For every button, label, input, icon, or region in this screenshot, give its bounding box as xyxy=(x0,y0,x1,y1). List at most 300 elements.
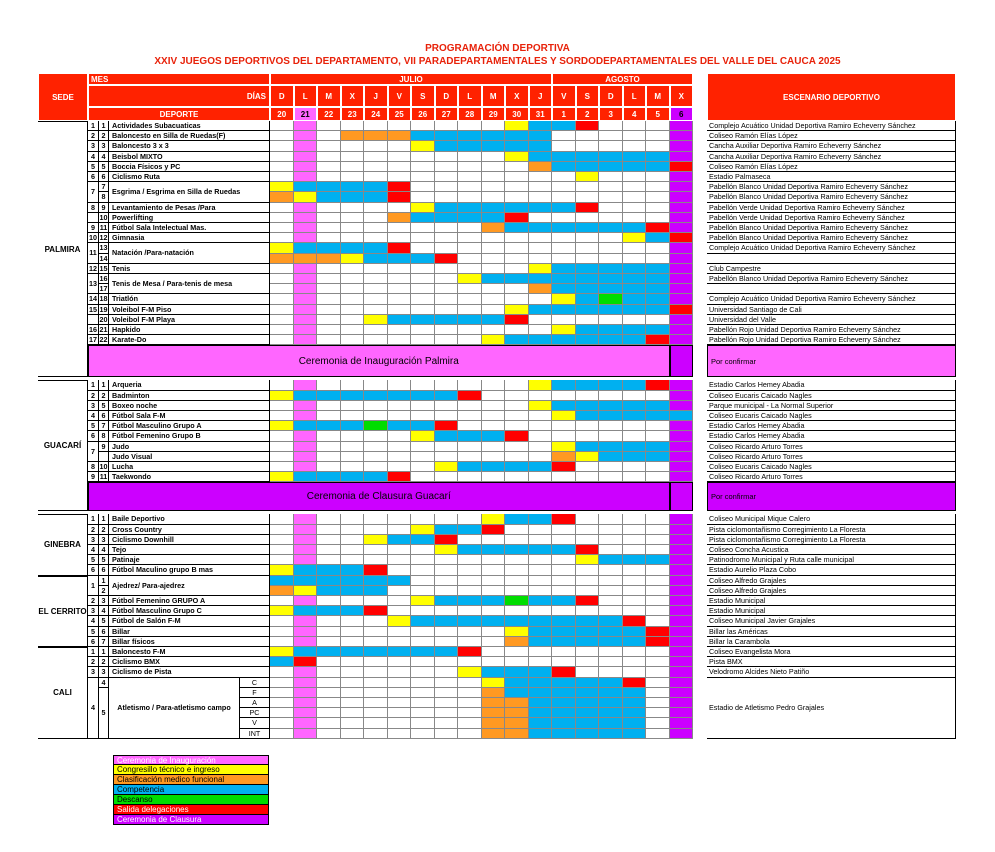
day-cell xyxy=(458,233,482,243)
day-cell xyxy=(364,452,388,462)
day-cell xyxy=(317,380,341,390)
day-cell xyxy=(670,315,694,325)
day-cell xyxy=(388,627,412,637)
day-cell xyxy=(458,391,482,401)
day-cell xyxy=(317,141,341,151)
day-cell xyxy=(411,657,435,667)
day-cell xyxy=(388,698,412,708)
day-cell xyxy=(317,401,341,411)
legend-item: Clasificación medico funcional xyxy=(113,775,269,785)
day-cell xyxy=(670,192,694,202)
day-cell xyxy=(623,718,647,728)
day-cell xyxy=(670,678,694,688)
day-cell xyxy=(411,637,435,647)
day-number: 26 xyxy=(411,107,435,121)
day-cell xyxy=(623,627,647,637)
day-cell xyxy=(670,667,694,677)
day-cell xyxy=(482,401,506,411)
day-cell xyxy=(294,565,318,575)
day-cell xyxy=(552,545,576,555)
day-cell xyxy=(388,243,412,253)
day-cell xyxy=(505,411,529,421)
day-cell xyxy=(388,315,412,325)
day-cell xyxy=(646,627,670,637)
day-cell xyxy=(458,627,482,637)
day-cell xyxy=(411,305,435,315)
day-cell xyxy=(576,233,600,243)
day-cell xyxy=(270,121,294,131)
day-cell xyxy=(552,708,576,718)
day-cell xyxy=(529,380,553,390)
day-cell xyxy=(646,698,670,708)
day-cell xyxy=(458,284,482,294)
day-cell xyxy=(364,411,388,421)
day-cell xyxy=(482,182,506,192)
day-cell xyxy=(505,657,529,667)
day-cell xyxy=(646,637,670,647)
day-cell xyxy=(529,576,553,586)
day-cell xyxy=(576,637,600,647)
day-cell xyxy=(411,421,435,431)
day-cell xyxy=(623,391,647,401)
day-cell xyxy=(646,203,670,213)
day-cell xyxy=(505,421,529,431)
day-cell xyxy=(482,545,506,555)
day-cell xyxy=(294,401,318,411)
day-cell xyxy=(529,657,553,667)
day-cell xyxy=(294,586,318,596)
day-cell xyxy=(317,545,341,555)
day-cell xyxy=(458,472,482,482)
day-cell xyxy=(294,452,318,462)
day-number: 30 xyxy=(505,107,529,121)
day-cell xyxy=(270,525,294,535)
day-cell xyxy=(505,223,529,233)
day-cell xyxy=(670,565,694,575)
row-number: 5 xyxy=(99,688,109,739)
day-cell xyxy=(411,192,435,202)
day-cell xyxy=(482,233,506,243)
row-number: 15 xyxy=(99,263,108,273)
day-cell xyxy=(576,131,600,141)
day-cell xyxy=(529,698,553,708)
row-number: 2 xyxy=(99,131,109,141)
day-cell xyxy=(529,525,553,535)
day-cell xyxy=(576,565,600,575)
day-cell xyxy=(411,172,435,182)
day-cell xyxy=(364,637,388,647)
title-block xyxy=(0,42,995,68)
row-number: 2 xyxy=(99,525,109,535)
day-cell xyxy=(458,294,482,304)
day-cell xyxy=(341,606,365,616)
day-cell xyxy=(458,688,482,698)
day-cell xyxy=(670,172,694,182)
day-cell xyxy=(270,380,294,390)
day-cell xyxy=(623,606,647,616)
day-cell xyxy=(576,698,600,708)
group-number: 4 xyxy=(88,152,99,162)
day-cell xyxy=(294,698,318,708)
day-cell xyxy=(646,678,670,688)
day-cell xyxy=(458,718,482,728)
day-cell xyxy=(482,335,506,345)
day-letter: S xyxy=(576,85,600,107)
day-cell xyxy=(364,514,388,524)
venue-cell: Coliseo Eucaris Caicado Nagles xyxy=(707,462,956,472)
day-cell xyxy=(482,637,506,647)
day-cell xyxy=(435,305,459,315)
day-cell xyxy=(670,462,694,472)
day-cell xyxy=(411,213,435,223)
day-cell xyxy=(670,213,694,223)
row-number: 10 xyxy=(99,462,108,471)
day-cell xyxy=(435,514,459,524)
row-number: 10 xyxy=(99,212,108,222)
day-cell xyxy=(670,452,694,462)
day-cell xyxy=(411,325,435,335)
day-cell xyxy=(482,729,506,739)
venue-cell: Estadio Aurelio Plaza Cobo xyxy=(707,565,956,575)
day-cell xyxy=(411,535,435,545)
day-cell xyxy=(646,380,670,390)
day-cell xyxy=(364,284,388,294)
event-code: A xyxy=(240,698,270,708)
day-cell xyxy=(599,667,623,677)
day-cell xyxy=(505,535,529,545)
day-cell xyxy=(435,411,459,421)
day-cell xyxy=(270,411,294,421)
day-letter: M xyxy=(646,85,670,107)
day-cell xyxy=(623,535,647,545)
day-cell xyxy=(482,380,506,390)
day-cell xyxy=(435,182,459,192)
day-cell xyxy=(623,514,647,524)
day-cell xyxy=(599,315,623,325)
day-cell xyxy=(670,411,694,421)
day-cell xyxy=(364,401,388,411)
day-cell xyxy=(670,442,694,452)
day-cell xyxy=(552,325,576,335)
header-mes: MES xyxy=(88,73,270,85)
day-cell xyxy=(435,141,459,151)
day-cell xyxy=(529,223,553,233)
venue-cell: Parque municipal - La Normal Superior xyxy=(707,401,956,411)
day-cell xyxy=(388,203,412,213)
sede-label: GUACARÍ xyxy=(38,380,88,511)
day-cell xyxy=(411,545,435,555)
day-cell xyxy=(576,182,600,192)
day-cell xyxy=(364,596,388,606)
day-cell xyxy=(317,391,341,401)
day-cell xyxy=(505,472,529,482)
row-number: 2 xyxy=(99,586,109,596)
day-cell xyxy=(388,401,412,411)
day-cell xyxy=(270,305,294,315)
venue-cell: Coliseo Eucaris Caicado Nagles xyxy=(707,411,956,421)
day-cell xyxy=(411,514,435,524)
day-cell xyxy=(576,411,600,421)
day-cell xyxy=(599,254,623,264)
day-cell xyxy=(458,657,482,667)
day-cell xyxy=(341,431,365,441)
sport-cell: Ciclismo Downhill xyxy=(109,535,270,545)
day-cell xyxy=(576,243,600,253)
day-cell xyxy=(435,657,459,667)
day-cell xyxy=(670,131,694,141)
day-cell xyxy=(270,718,294,728)
day-cell xyxy=(458,431,482,441)
venue-cell: Coliseo Alfredo Grajales xyxy=(707,586,956,596)
day-cell xyxy=(435,627,459,637)
day-cell xyxy=(388,667,412,677)
day-cell xyxy=(552,294,576,304)
day-cell xyxy=(435,535,459,545)
day-cell xyxy=(623,162,647,172)
day-cell xyxy=(552,274,576,284)
day-cell xyxy=(341,401,365,411)
day-cell xyxy=(341,284,365,294)
venue-cell: Coliseo Ramón Elías López xyxy=(707,131,956,141)
day-cell xyxy=(623,657,647,667)
day-cell xyxy=(552,121,576,131)
day-cell xyxy=(411,294,435,304)
row-number: 2 xyxy=(99,657,109,667)
day-cell xyxy=(505,243,529,253)
day-cell xyxy=(623,698,647,708)
day-cell xyxy=(388,565,412,575)
day-cell xyxy=(341,708,365,718)
day-cell xyxy=(270,586,294,596)
day-cell xyxy=(341,305,365,315)
day-cell xyxy=(599,152,623,162)
group-number: 16 xyxy=(89,325,97,334)
day-cell xyxy=(458,315,482,325)
row-number: 11 xyxy=(99,472,108,482)
day-cell xyxy=(623,141,647,151)
day-cell xyxy=(505,555,529,565)
day-cell xyxy=(646,667,670,677)
day-number: 4 xyxy=(623,107,647,121)
day-cell xyxy=(294,576,318,586)
day-cell xyxy=(599,325,623,335)
day-cell xyxy=(576,647,600,657)
day-cell xyxy=(364,657,388,667)
day-cell xyxy=(317,131,341,141)
day-cell xyxy=(458,555,482,565)
day-cell xyxy=(670,729,694,739)
sede-label: CALI xyxy=(38,647,88,739)
day-cell xyxy=(341,223,365,233)
day-cell xyxy=(576,401,600,411)
day-cell xyxy=(270,688,294,698)
day-cell xyxy=(294,616,318,626)
sport-cell: Lucha xyxy=(109,462,270,472)
day-cell xyxy=(623,637,647,647)
day-cell xyxy=(646,243,670,253)
day-cell xyxy=(435,667,459,677)
group-number: 4 xyxy=(88,616,99,626)
sport-cell: Ciclismo BMX xyxy=(109,657,270,667)
day-cell xyxy=(670,380,694,390)
day-cell xyxy=(458,667,482,677)
day-cell xyxy=(482,616,506,626)
day-cell xyxy=(317,514,341,524)
day-number: 27 xyxy=(435,107,459,121)
day-cell xyxy=(505,545,529,555)
day-letter: D xyxy=(435,85,459,107)
day-number: 23 xyxy=(341,107,365,121)
day-cell xyxy=(364,203,388,213)
day-cell xyxy=(670,162,694,172)
day-cell xyxy=(317,294,341,304)
day-cell xyxy=(482,718,506,728)
day-cell xyxy=(505,391,529,401)
venue-cell: Coliseo Municipal Javier Grajales xyxy=(707,616,956,626)
sport-cell: Fútbol Masculino Grupo C xyxy=(109,606,270,616)
day-cell xyxy=(435,152,459,162)
day-cell xyxy=(670,472,694,482)
day-cell xyxy=(623,431,647,441)
day-cell xyxy=(505,325,529,335)
day-cell xyxy=(552,442,576,452)
day-cell xyxy=(317,452,341,462)
day-cell xyxy=(364,305,388,315)
day-cell xyxy=(341,637,365,647)
day-cell xyxy=(646,657,670,667)
day-cell xyxy=(552,431,576,441)
day-cell xyxy=(529,678,553,688)
day-cell xyxy=(505,688,529,698)
day-cell xyxy=(482,203,506,213)
day-cell xyxy=(388,647,412,657)
day-cell xyxy=(317,667,341,677)
day-letter: L xyxy=(623,85,647,107)
day-cell xyxy=(341,555,365,565)
day-cell xyxy=(317,152,341,162)
day-cell xyxy=(435,421,459,431)
day-cell xyxy=(294,421,318,431)
day-cell xyxy=(529,401,553,411)
day-cell xyxy=(270,667,294,677)
day-cell xyxy=(364,325,388,335)
sport-cell: Levantamiento de Pesas /Para xyxy=(109,203,270,213)
day-cell xyxy=(317,698,341,708)
day-cell xyxy=(646,401,670,411)
row-number: 4 xyxy=(99,152,109,162)
day-cell xyxy=(646,141,670,151)
row-number: 11 xyxy=(99,223,108,232)
day-cell xyxy=(576,452,600,462)
day-cell xyxy=(623,616,647,626)
header-escenario: ESCENARIO DEPORTIVO xyxy=(707,73,956,121)
sport-cell: Ciclismo Ruta xyxy=(109,172,270,182)
day-cell xyxy=(270,335,294,345)
day-cell xyxy=(411,315,435,325)
day-letter: L xyxy=(294,85,318,107)
day-cell xyxy=(317,254,341,264)
day-cell xyxy=(552,380,576,390)
day-cell xyxy=(317,576,341,586)
venue-cell: Coliseo Ramón Elías López xyxy=(707,162,956,172)
day-cell xyxy=(435,243,459,253)
day-cell xyxy=(599,535,623,545)
venue-cell: Billar las Américas xyxy=(707,627,956,637)
day-cell xyxy=(552,472,576,482)
day-cell xyxy=(646,315,670,325)
venue-cell: Estadio Carlos Hemey Abadia xyxy=(707,431,956,441)
day-cell xyxy=(435,172,459,182)
sport-cell: Arqueria xyxy=(109,380,270,390)
sport-cell: Ajedrez/ Para-ajedrez xyxy=(109,576,270,596)
day-letter: M xyxy=(317,85,341,107)
day-cell xyxy=(670,606,694,616)
day-cell xyxy=(411,182,435,192)
sport-cell: Fútbol Femenino GRUPO A xyxy=(109,596,270,606)
day-cell xyxy=(388,442,412,452)
day-cell xyxy=(670,576,694,586)
row-number: 4 xyxy=(99,606,109,616)
day-number: 31 xyxy=(529,107,553,121)
day-cell xyxy=(646,274,670,284)
day-cell xyxy=(552,152,576,162)
day-cell xyxy=(270,401,294,411)
day-cell xyxy=(505,576,529,586)
day-cell xyxy=(270,442,294,452)
day-cell xyxy=(552,637,576,647)
day-letter: M xyxy=(482,85,506,107)
day-cell xyxy=(341,315,365,325)
sport-cell: Baloncesto 3 x 3 xyxy=(109,141,270,151)
day-cell xyxy=(623,223,647,233)
day-cell xyxy=(646,162,670,172)
row-number: 14 xyxy=(99,253,108,263)
day-cell xyxy=(505,708,529,718)
day-cell xyxy=(435,718,459,728)
day-cell xyxy=(435,678,459,688)
day-cell xyxy=(317,678,341,688)
day-cell xyxy=(599,545,623,555)
row-number: 8 xyxy=(99,431,109,441)
day-cell xyxy=(270,708,294,718)
day-cell xyxy=(552,172,576,182)
day-cell xyxy=(435,452,459,462)
day-cell xyxy=(505,141,529,151)
day-cell xyxy=(270,616,294,626)
day-cell xyxy=(599,203,623,213)
day-cell xyxy=(458,411,482,421)
day-cell xyxy=(270,555,294,565)
sport-cell: Baloncesto en Silla de Ruedas(F) xyxy=(109,131,270,141)
day-cell xyxy=(599,452,623,462)
day-cell xyxy=(670,391,694,401)
day-cell xyxy=(341,294,365,304)
day-cell xyxy=(505,380,529,390)
venue-cell xyxy=(707,254,956,264)
group-number: 15 xyxy=(89,304,97,314)
day-cell xyxy=(646,472,670,482)
day-cell xyxy=(505,294,529,304)
day-cell xyxy=(317,162,341,172)
day-cell xyxy=(646,182,670,192)
day-cell xyxy=(482,708,506,718)
day-cell xyxy=(435,565,459,575)
day-cell xyxy=(411,555,435,565)
day-cell xyxy=(623,411,647,421)
venue-cell: Estadio de Atletismo Pedro Grajales xyxy=(707,678,956,739)
sport-cell: Tejo xyxy=(109,545,270,555)
day-cell xyxy=(552,305,576,315)
